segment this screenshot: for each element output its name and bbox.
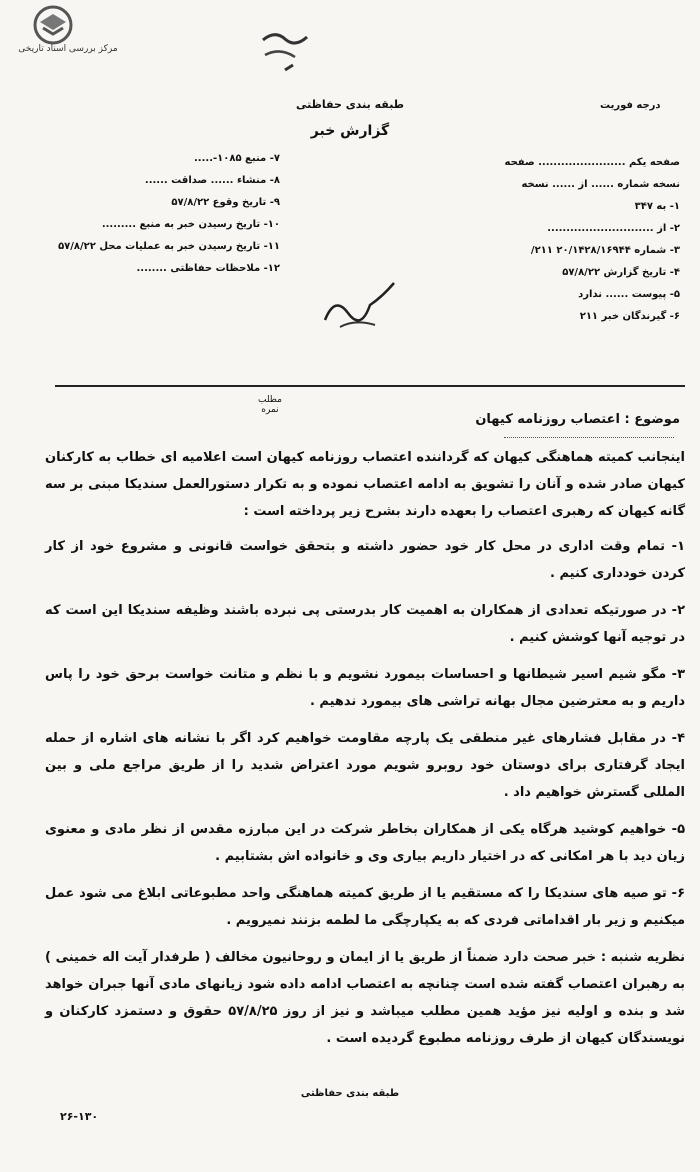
field-from: ۲- از ............................ bbox=[547, 223, 680, 234]
field-attachment: ۵- پیوست ...... ندارد bbox=[578, 289, 680, 300]
field-copy-number: نسخه شماره ...... از ...... نسخه bbox=[521, 179, 680, 190]
field-event-date: ۹- تاریخ وقوع ۵۷/۸/۲۲ bbox=[171, 197, 280, 208]
assessment-paragraph: نظریه شنبه : خبر صحت دارد ضمناً از طریق یا از ایمان و روحانیون مخالف ( طرفدار آیت اله خمینی ) به رهبران اعتصاب گفته شده است چنانچه به اعتصاب ادامه داده شود زیانهای مادی آنها جبران خواهد شد و بنده و اولیه نیز مؤید همین مطلب میباشد و نیز از روز ۵۷/۸/۲۵ حقوق و دستمزد کارکنان و نویسندگان کیهان از طرف روزنامه مطبوع گردیده است . bbox=[45, 950, 686, 1046]
document-title: گزارش خبر bbox=[310, 123, 390, 139]
field-origin: ۸- منشاء ...... صداقت ...... bbox=[144, 175, 280, 186]
subject-dots bbox=[504, 437, 674, 438]
field-page: صفحه یکم ....................... صفحه bbox=[504, 157, 680, 168]
field-source-received-date: ۱۰- تاریخ رسیدن خبر به منبع ......... bbox=[101, 219, 280, 230]
list-item: ۲- در صورتیکه تعدادی از همکاران به اهمیت کار بدرستی پی نبرده باشند وظیفه سندیکا این است که در توجیه آنها کوشش کنیم . bbox=[45, 603, 685, 645]
side-note: مطلب نمره bbox=[257, 395, 283, 415]
footer-classification: طبقه بندی حفاظتی bbox=[300, 1088, 400, 1099]
field-report-date: ۴- تاریخ گزارش ۵۷/۸/۲۲ bbox=[562, 267, 680, 278]
field-number: ۳- شماره ۲۰/۱۴۲۸/۱۶۹۴۴ ۲۱۱/ bbox=[530, 245, 680, 256]
archive-logo-icon bbox=[28, 4, 78, 46]
classification-label: طبقه بندی حفاظتی bbox=[295, 98, 405, 111]
urgency-label: درجه فوریت bbox=[600, 100, 661, 111]
subject-label: موضوع : اعتصاب روزنامه کیهان bbox=[475, 412, 680, 427]
field-source: ۷- منبع ۱۰۸۵-..... bbox=[194, 153, 280, 164]
list-item: ۴- در مقابل فشارهای غیر منطقی یک پارچه مقاومت خواهیم کرد اگر با نشانه های اشاره از حمله ایجاد گرفتاری برای دوستان خود روبرو شویم مورد اعتراض شدید را از طریق مراجع ملی و بین المللی گسترش خواهیم داد . bbox=[45, 731, 685, 800]
report-fields-left bbox=[30, 148, 280, 280]
page-number: ۲۶-۱۳۰ bbox=[60, 1110, 99, 1123]
list-item: ۱- تمام وقت اداری در محل کار خود حضور داشته و بتحقق خواست قانونی و مشروع خود از کار کردن خودداری کنیم . bbox=[45, 539, 685, 581]
field-operations-received-date: ۱۱- تاریخ رسیدن خبر به عملیات محل ۵۷/۸/۲۲ bbox=[58, 241, 280, 252]
list-item: ۶- تو صیه های سندیکا را که مستقیم یا از طریق کمیته هماهنگی واحد مطبوعاتی ابلاغ می شود عمل میکنیم و زیر بار اقداماتی فردی که به یکپارچگی ما لطمه بزنند نمیرویم . bbox=[45, 886, 685, 928]
field-recipients: ۶- گیرندگان خبر ۲۱۱ bbox=[579, 311, 680, 322]
list-item: ۳- مگو شیم اسیر شیطانها و احساسات بیمورد نشویم و با نظم و متانت خواست برحق خود را پاس داریم و به معترضین مجال بهانه تراشی های بیمورد ندهیم . bbox=[45, 667, 685, 709]
field-to: ۱- به ۳۴۷ bbox=[634, 201, 680, 212]
subject-line bbox=[350, 412, 680, 442]
field-security-notes: ۱۲- ملاحظات حفاظتی ........ bbox=[136, 263, 280, 274]
section-divider bbox=[55, 385, 685, 387]
handwritten-mark bbox=[255, 25, 315, 80]
archive-caption: مرکز بررسی اسناد تاریخی bbox=[18, 44, 118, 54]
document-header bbox=[290, 98, 410, 139]
intro-paragraph: اینجانب کمیته هماهنگی کیهان که گرداننده اعتصاب روزنامه کیهان است اعلامیه ای خطاب به کارکنان کیهان صادر شده و آنان را تشویق به ادامه اعتصاب نموده و به تکرار دستورالعمل سندیکا مبنی بر سه گانه کیهان که رهبری اعتصاب را بعهده دارند بشرح زیر پرداخته است : bbox=[45, 450, 685, 519]
list-item: ۵- خواهیم کوشید هرگاه یکی از همکاران بخاطر شرکت در این مبارزه مقدس از نظر مادی و معنوی زیان دید با هر امکانی که در اختیار داریم بیاری وی و خانواده اش بشتابیم . bbox=[45, 822, 685, 864]
report-fields-right bbox=[420, 152, 680, 328]
report-body bbox=[45, 440, 685, 1060]
handwritten-signature bbox=[320, 275, 400, 335]
